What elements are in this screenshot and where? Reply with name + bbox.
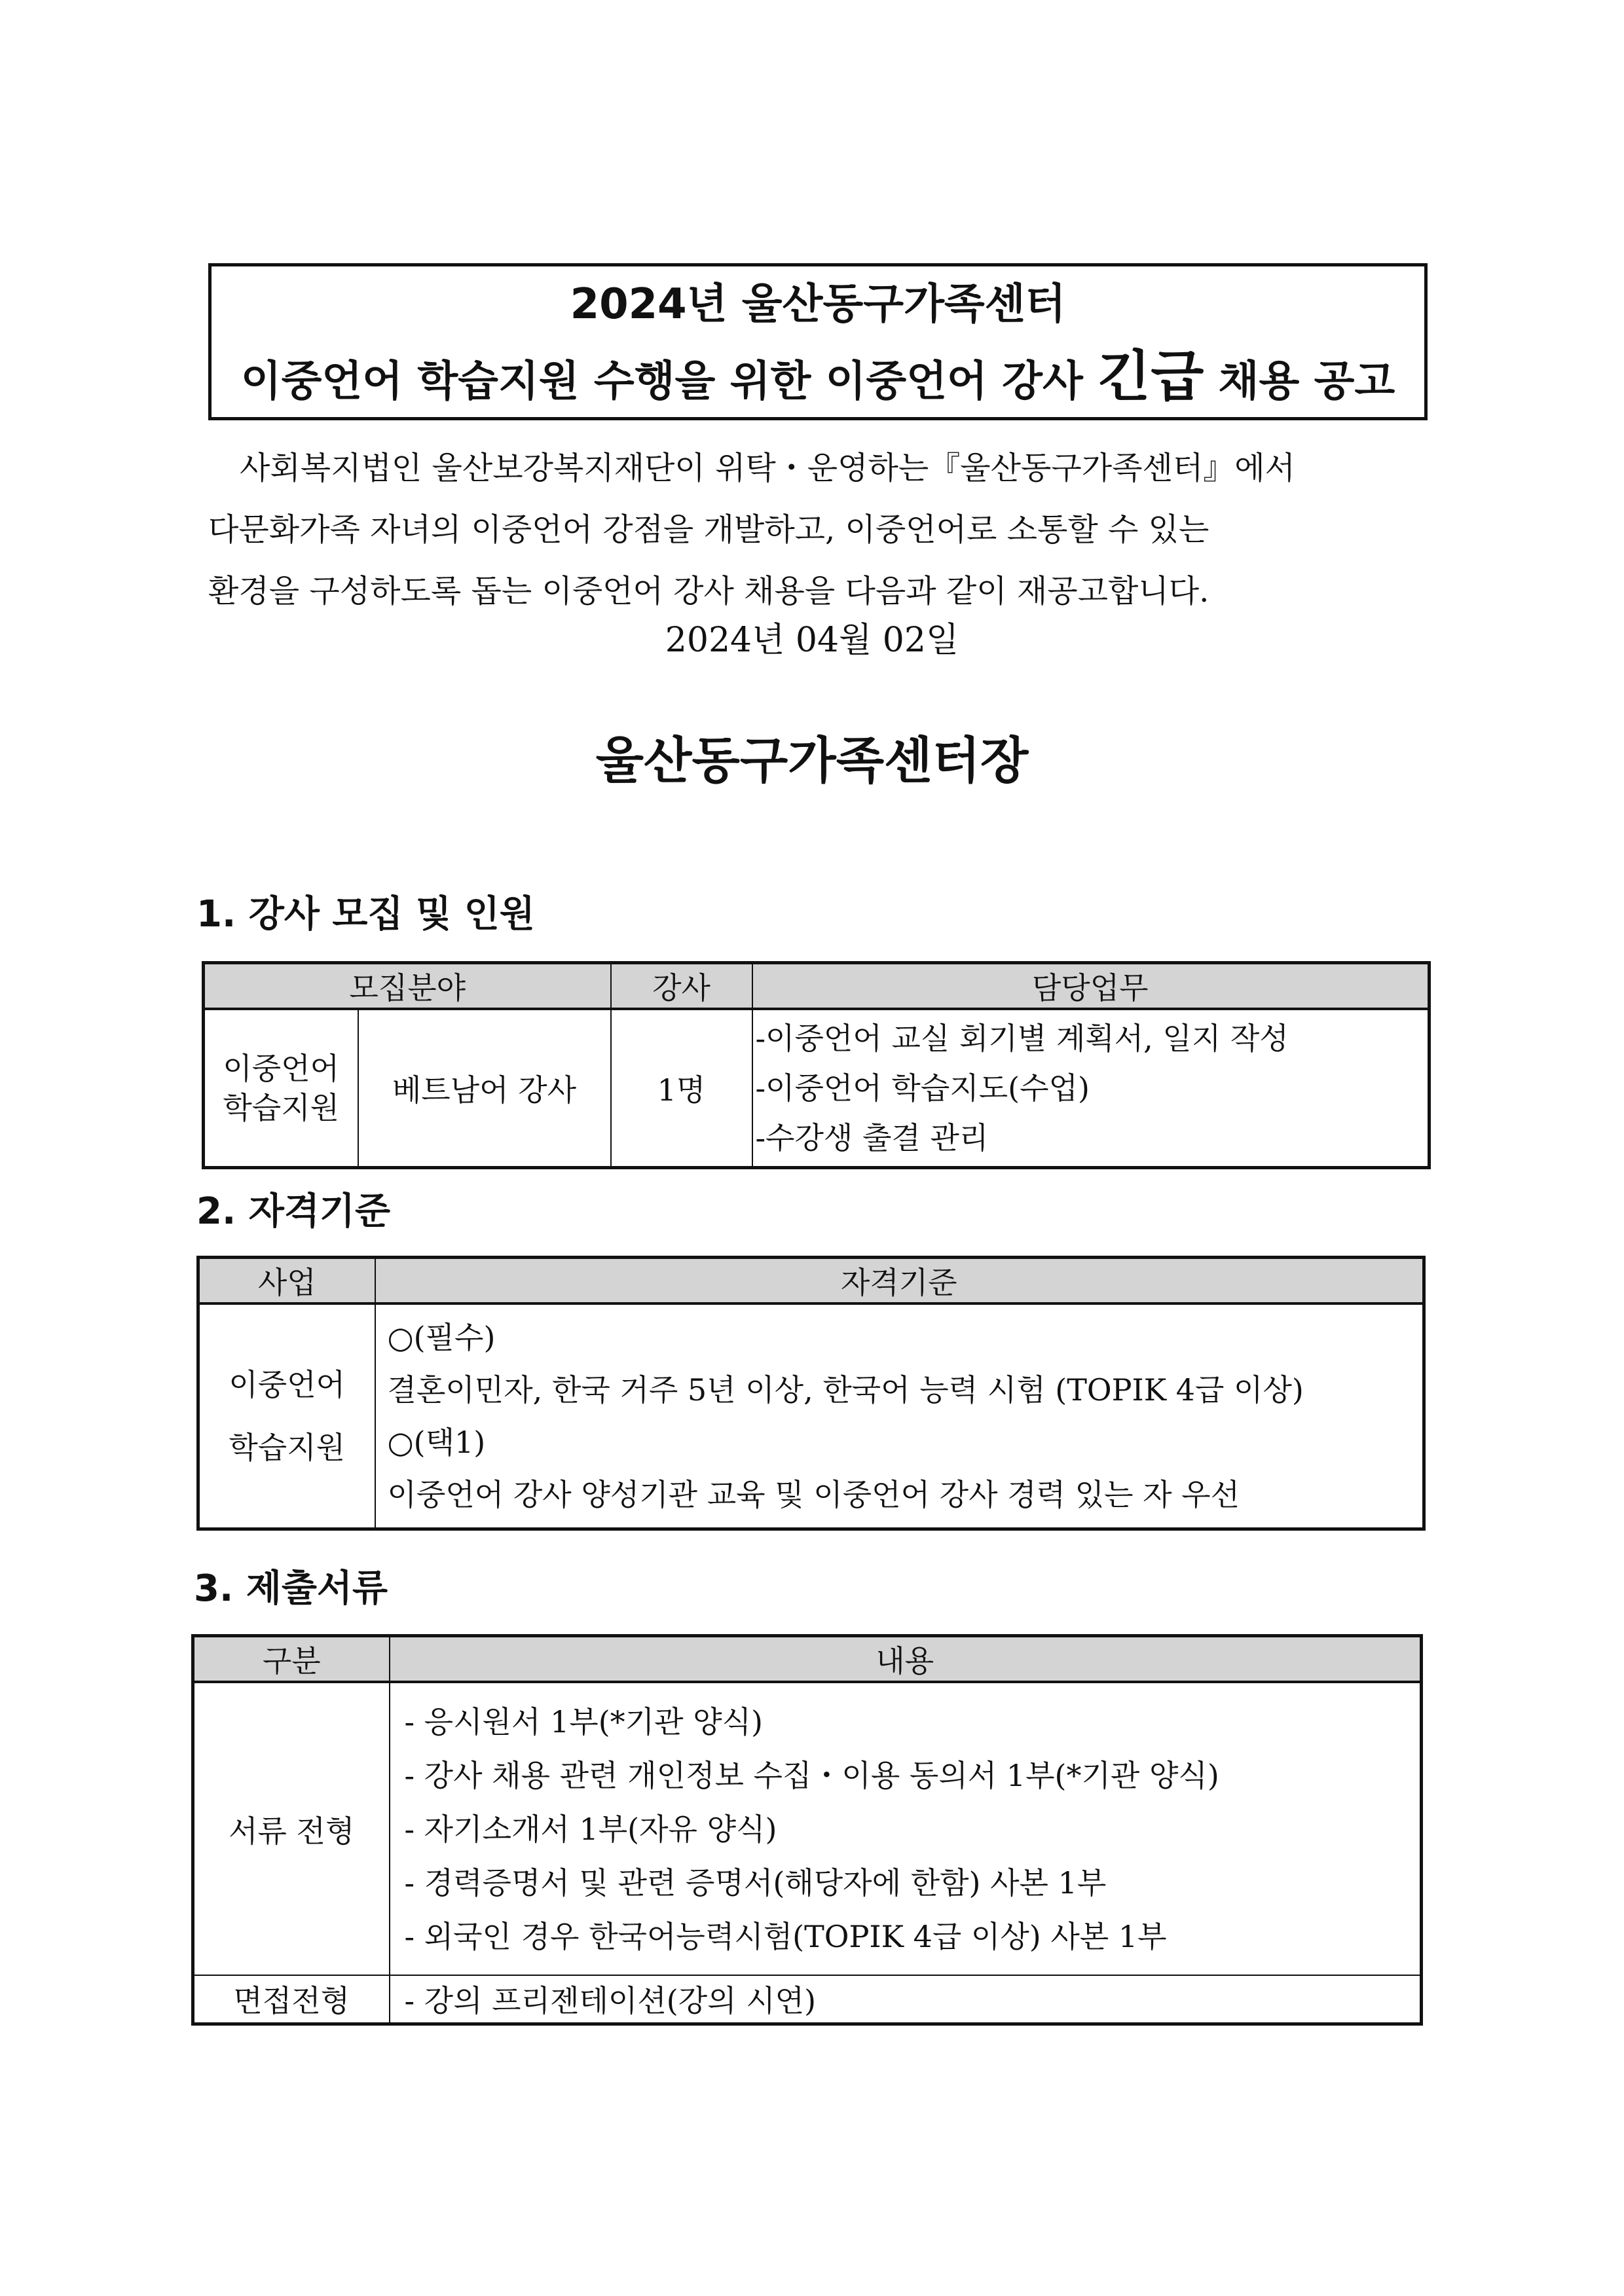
qualification-business-line-1: 이중언어 [229, 1366, 346, 1402]
section-2-title: 2. 자격기준 [196, 1190, 391, 1233]
recruitment-table [202, 961, 1431, 1169]
recruit-count: 1명 [611, 1009, 752, 1167]
document-item: - 강사 채용 관련 개인정보 수집・이용 동의서 1부(*기관 양식) [404, 1757, 1219, 1793]
document-item: - 외국인 경우 한국어능력시험(TOPIK 4급 이상) 사본 1부 [404, 1918, 1167, 1954]
qualification-business-line-2: 학습지원 [229, 1429, 346, 1465]
criteria-line: 결혼이민자, 한국 거주 5년 이상, 한국어 능력 시험 (TOPIK 4급 이상) [387, 1372, 1304, 1408]
title-line-2 [212, 344, 1424, 409]
criteria-line: 이중언어 강사 양성기관 교육 및 이중언어 강사 경력 있는 자 우선 [387, 1476, 1240, 1512]
document-item: - 강의 프리젠테이션(강의 시연) [404, 1983, 817, 2019]
title-line-2-main: 이중언어 학습지원 수행을 위한 이중언어 강사 [240, 357, 1083, 406]
header-criteria: 자격기준 [375, 1258, 1424, 1304]
recruit-position: 베트남어 강사 [358, 1009, 611, 1167]
title-line-1: 2024년 울산동구가족센터 [570, 280, 1066, 329]
intro-line-1-text: 사회복지법인 울산보강복지재단이 위탁・운영하는『울산동구가족센터』에서 [240, 450, 1295, 486]
section-1-title: 1. 강사 모집 및 인원 [196, 893, 535, 936]
header-count: 강사 [611, 963, 752, 1010]
qualification-business [198, 1303, 375, 1529]
duty-item: -이중언어 교실 회기별 계획서, 일지 작성 [755, 1020, 1289, 1056]
recruit-category [204, 1009, 358, 1167]
intro-paragraph [208, 437, 1426, 622]
document-item: - 자기소개서 1부(자유 양식) [404, 1811, 777, 1847]
header-duty: 담당업무 [752, 963, 1430, 1010]
title-emphasis: 긴급 [1098, 344, 1204, 409]
qualification-table [196, 1256, 1426, 1531]
intro-line-2: 다문화가족 자녀의 이중언어 강점을 개발하고, 이중언어로 소통할 수 있는 [208, 511, 1209, 548]
document-type-screening: 서류 전형 [193, 1682, 390, 1975]
header-content: 내용 [390, 1636, 1422, 1683]
header-type: 구분 [193, 1636, 390, 1683]
header-field: 모집분야 [204, 963, 611, 1010]
section-3-title: 3. 제출서류 [194, 1567, 388, 1610]
title-line-2-tail: 채용 공고 [1218, 357, 1395, 406]
duty-item: -수강생 출결 관리 [755, 1120, 989, 1156]
recruit-duties [752, 1009, 1430, 1167]
document-type-interview: 면접전형 [193, 1975, 390, 2024]
header-business: 사업 [198, 1258, 375, 1304]
criteria-line: ○(필수) [387, 1319, 496, 1355]
document-item: - 경력증명서 및 관련 증명서(해당자에 한함) 사본 1부 [404, 1865, 1107, 1901]
intro-line-1 [208, 437, 1426, 499]
announcement-date: 2024년 04월 02일 [665, 621, 959, 660]
duty-item: -이중언어 학습지도(수업) [755, 1070, 1090, 1106]
intro-line-3: 환경을 구성하도록 돕는 이중언어 강사 채용을 다음과 같이 재공고합니다. [208, 573, 1209, 610]
document-items-screening [390, 1682, 1422, 1975]
document-items-interview [390, 1975, 1422, 2024]
recruit-category-line-1: 이중언어 [223, 1050, 340, 1086]
recruit-category-line-2: 학습지원 [223, 1089, 340, 1125]
qualification-criteria [375, 1303, 1424, 1529]
criteria-line: ○(택1) [387, 1424, 486, 1460]
organization-head: 울산동구가족센터장 [595, 731, 1029, 790]
documents-table [191, 1634, 1423, 2026]
document-item: - 응시원서 1부(*기관 양식) [404, 1704, 763, 1740]
title-box [208, 263, 1428, 420]
